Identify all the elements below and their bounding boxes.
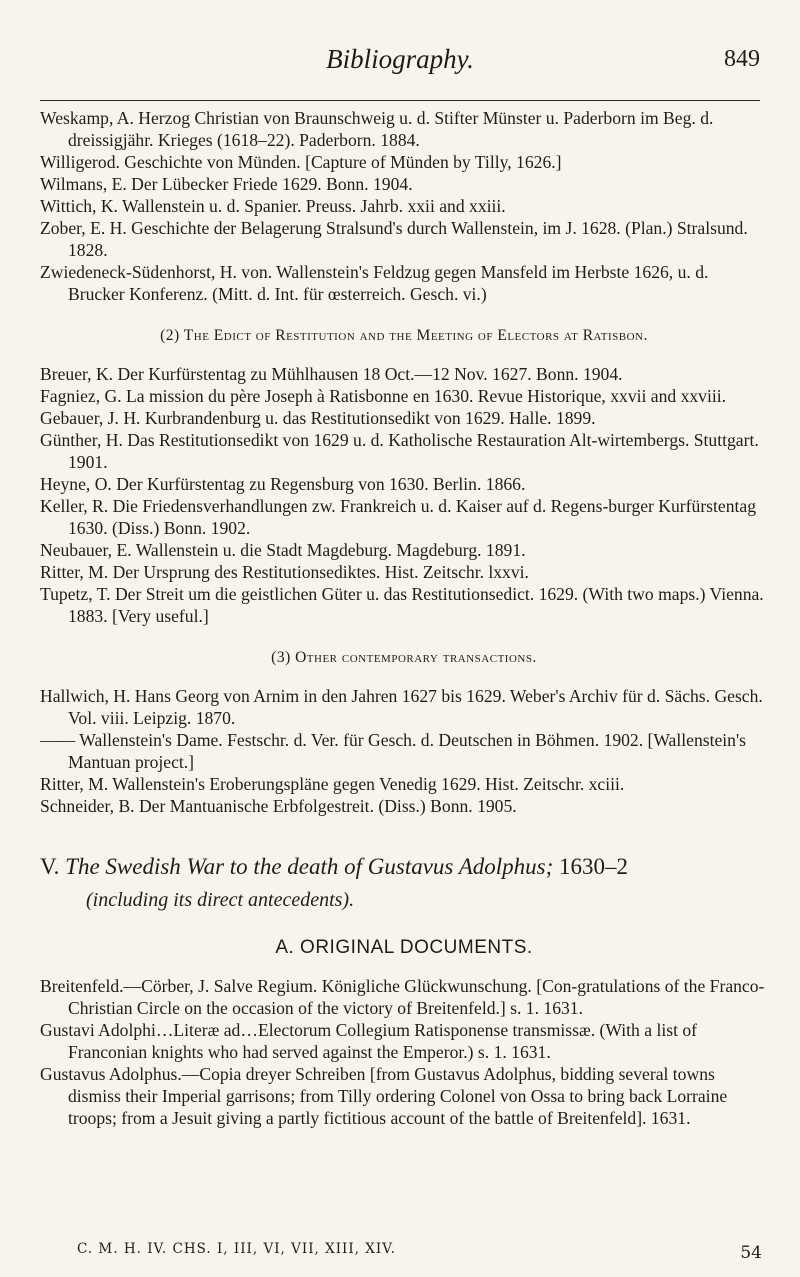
page-footer	[77, 1241, 762, 1263]
bib-entry: Neubauer, E. Wallenstein u. die Stadt Magdeburg. Magdeburg. 1891.	[40, 540, 526, 560]
bib-entry: Gustavi Adolphi…Literæ ad…Electorum Collegium Ratisponense transmissæ. (With a list of Franconian knights who had served against the Emperor.) s. 1. 1631.	[40, 1020, 698, 1062]
part-dates: 1630–2	[559, 854, 629, 879]
bib-entry: —— Wallenstein's Dame. Festschr. d. Ver. für Gesch. d. Deutschen in Böhmen. 1902. [Wallenstein's Mantuan project.]	[40, 730, 746, 772]
bib-entry: Zober, E. H. Geschichte der Belagerung Stralsund's durch Wallenstein, im J. 1628. (Plan.) Stralsund. 1828.	[40, 218, 748, 260]
part-title: The Swedish War to the death of Gustavus Adolphus;	[65, 854, 554, 879]
bib-entry: Heyne, O. Der Kurfürstentag zu Regensburg von 1630. Berlin. 1866.	[40, 474, 526, 494]
part-subtitle: (including its direct antecedents).	[86, 889, 355, 911]
part-number: V.	[40, 854, 60, 879]
bib-entry: Willigerod. Geschichte von Münden. [Capture of Münden by Tilly, 1626.]	[40, 152, 562, 172]
header-rule	[40, 100, 760, 101]
page-number: 849	[724, 46, 760, 72]
subsection-heading: A. ORIGINAL DOCUMENTS.	[275, 937, 533, 958]
part-heading	[40, 853, 768, 881]
bib-entry: Fagniez, G. La mission du père Joseph à Ratisbonne en 1630. Revue Historique, xxvii and xxviii.	[40, 386, 727, 406]
bib-entry: Ritter, M. Der Ursprung des Restitutionsediktes. Hist. Zeitschr. lxxvi.	[40, 562, 529, 582]
bib-entry: Breitenfeld.—Cörber, J. Salve Regium. Königliche Glückwunschung. [Con-gratulations of the Franco-Christian Circle on the occasion of the victory of Breitenfeld.] s. 1. 1631.	[40, 976, 765, 1018]
running-title: Bibliography.	[326, 44, 474, 74]
bib-entry: Keller, R. Die Friedensverhandlungen zw. Frankreich u. d. Kaiser auf d. Regens-burger Kurfürstentag 1630. (Diss.) Bonn. 1902.	[40, 496, 757, 538]
entry-list-edict	[40, 363, 768, 627]
entry-list-other	[40, 685, 768, 817]
page-header	[40, 38, 760, 98]
bib-entry: Zwiedeneck-Südenhorst, H. von. Wallenstein's Feldzug gegen Mansfeld im Herbste 1626, u. d. Brucker Konferenz. (Mitt. d. Int. für œsterreich. Gesch. vi.)	[40, 262, 709, 304]
bib-entry: Breuer, K. Der Kurfürstentag zu Mühlhausen 18 Oct.—12 Nov. 1627. Bonn. 1904.	[40, 364, 623, 384]
bib-entry: Weskamp, A. Herzog Christian von Braunschweig u. d. Stifter Münster u. Paderborn im Beg. d. dreissigjähr. Krieges (1618–22). Paderborn. 1884.	[40, 108, 714, 150]
section-heading-edict: (2) The Edict of Restitution and the Meeting of Electors at Ratisbon.	[160, 327, 648, 344]
bib-entry: Wittich, K. Wallenstein u. d. Spanier. Preuss. Jahrb. xxii and xxiii.	[40, 196, 506, 216]
bib-entry: Ritter, M. Wallenstein's Eroberungspläne gegen Venedig 1629. Hist. Zeitschr. xciii.	[40, 774, 625, 794]
entry-list-documents	[40, 975, 768, 1129]
bib-entry: Tupetz, T. Der Streit um die geistlichen Güter u. das Restitutionsedict. 1629. (With two maps.) Vienna. 1883. [Very useful.]	[40, 584, 764, 626]
footer-page-number: 54	[740, 1243, 762, 1263]
bibliography-body	[40, 107, 768, 1129]
section-heading-other: (3) Other contemporary transactions.	[271, 649, 537, 666]
bib-entry: Wilmans, E. Der Lübecker Friede 1629. Bonn. 1904.	[40, 174, 413, 194]
bib-entry: Hallwich, H. Hans Georg von Arnim in den Jahren 1627 bis 1629. Weber's Archiv für d. Sächs. Gesch. Vol. viii. Leipzig. 1870.	[40, 686, 763, 728]
bib-entry: Günther, H. Das Restitutionsedikt von 1629 u. d. Katholische Restauration Alt-wirtembergs. Stuttgart. 1901.	[40, 430, 759, 472]
bib-entry: Gustavus Adolphus.—Copia dreyer Schreiben [from Gustavus Adolphus, bidding several towns dismiss their Imperial garrisons; from Tilly ordering Colonel von Ossa to bring back Lorraine troops; from a Jesuit giving a partly fictitious account of the battle of Breitenfeld]. 1631.	[40, 1064, 728, 1128]
signature-mark: C. M. H. IV. CHS. I, III, VI, VII, XIII, XIV.	[77, 1241, 396, 1257]
entry-list-top	[40, 107, 768, 305]
bib-entry: Schneider, B. Der Mantuanische Erbfolgestreit. (Diss.) Bonn. 1905.	[40, 796, 517, 816]
bib-entry: Gebauer, J. H. Kurbrandenburg u. das Restitutionsedikt von 1629. Halle. 1899.	[40, 408, 596, 428]
